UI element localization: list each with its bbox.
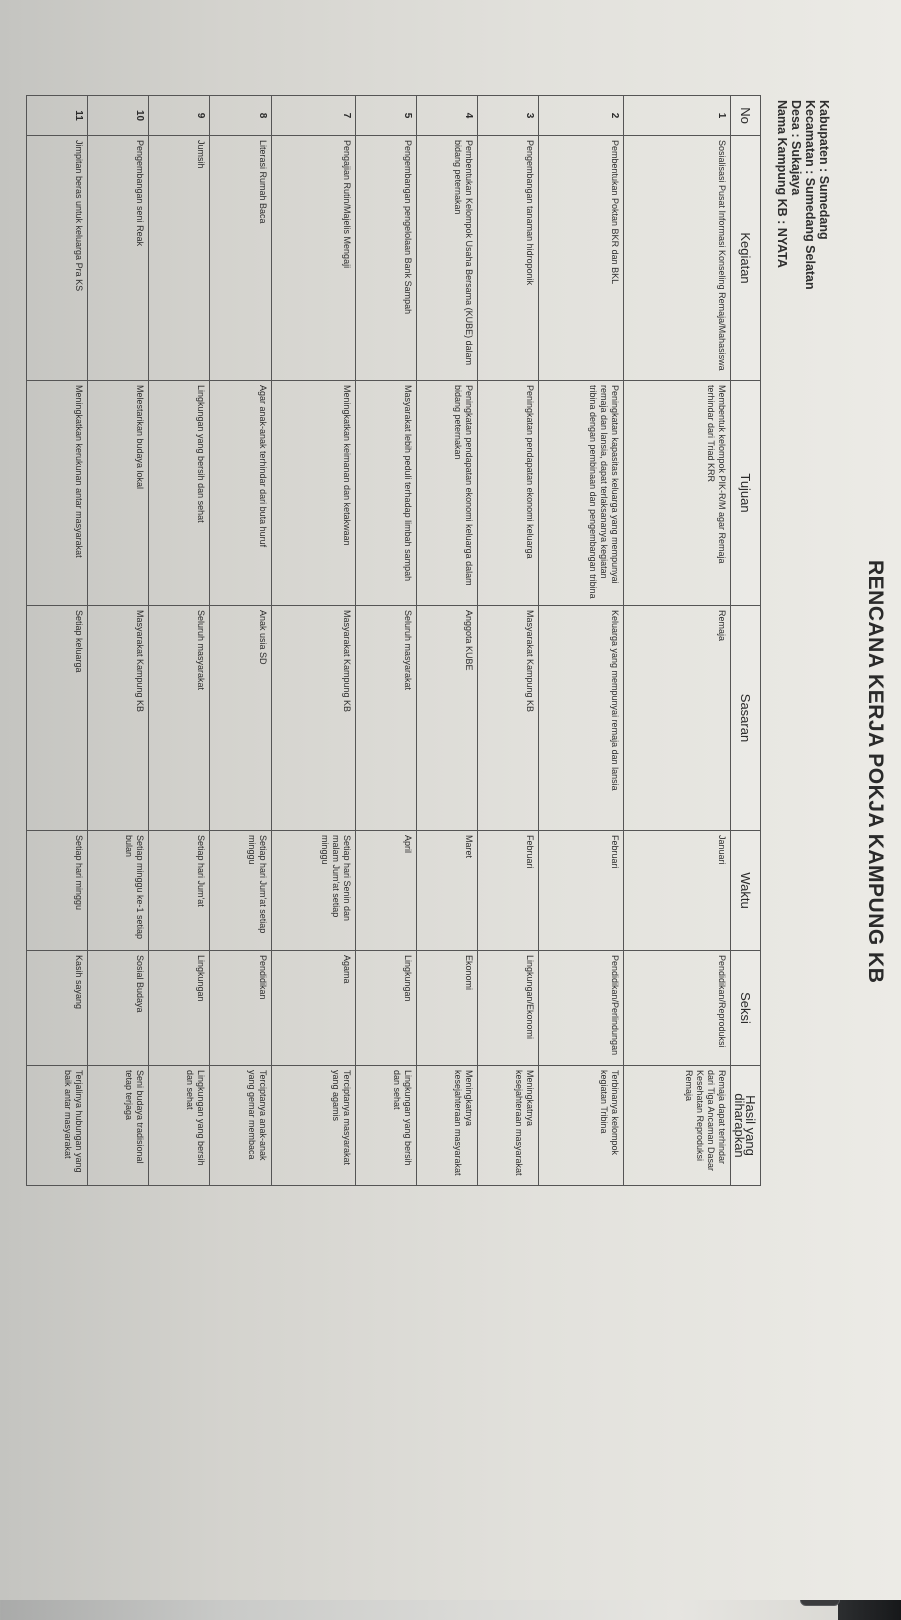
cell-seksi: Ekonomi: [416, 951, 477, 1066]
cell-hasil: Meningkatnya kesejahteraan masyarakat: [416, 1066, 477, 1186]
cell-hasil: Terbinanya kelompok kegiatan Tribina: [539, 1066, 623, 1186]
cell-tujuan: Peningkatan kapasitas keluarga yang mempunyai remaja dan lansia, dapat terlaksananya kegiatan tribina dengan pembinaan dan pengembangan tribina: [539, 381, 623, 606]
table-header-row: [731, 96, 761, 1186]
cell-hasil: Lingkungan yang bersih dan sehat: [149, 1066, 210, 1186]
table-row: [539, 96, 623, 1186]
document-meta: [775, 100, 831, 290]
cell-kegiatan: Sosialisasi Pusat Informasi Konseling Remaja/Mahasiswa: [623, 136, 730, 381]
col-header-kegiatan: Kegiatan: [731, 136, 761, 381]
cell-sasaran: Masyarakat Kampung KB: [478, 606, 539, 831]
meta-kampung: Nama Kampung KB : NYATA: [775, 100, 789, 268]
cell-sasaran: Masyarakat Kampung KB: [88, 606, 149, 831]
cell-seksi: Lingkungan: [355, 951, 416, 1066]
cell-seksi: Sosial Budaya: [88, 951, 149, 1066]
cell-hasil: Seni budaya tradisional tetap terjaga: [88, 1066, 149, 1186]
cell-seksi: Kasih sayang: [27, 951, 88, 1066]
cell-seksi: Lingkungan: [149, 951, 210, 1066]
table-row: [88, 96, 149, 1186]
cell-waktu: Februari: [539, 831, 623, 951]
cell-tujuan: Peningkatan pendapatan ekonomi keluarga: [478, 381, 539, 606]
cell-waktu: Setiap hari Jum'at setiap minggu: [210, 831, 271, 951]
cell-no: 3: [478, 96, 539, 136]
cell-sasaran: Seluruh masyarakat: [355, 606, 416, 831]
cell-no: 5: [355, 96, 416, 136]
table-row: [210, 96, 271, 1186]
cell-kegiatan: Pembentukan Poktan BKR dan BKL: [539, 136, 623, 381]
cell-tujuan: Agar anak-anak terhindar dari buta huruf: [210, 381, 271, 606]
table-row: [271, 96, 355, 1186]
cell-waktu: Setiap hari minggu: [27, 831, 88, 951]
cell-kegiatan: Pengajian Rutin/Majelis Mengaji: [271, 136, 355, 381]
cell-kegiatan: Pengembangan pengelolaan Bank Sampah: [355, 136, 416, 381]
col-header-waktu: Waktu: [731, 831, 761, 951]
cell-waktu: Setiap hari Senin dan malam Jum'at setiap minggu: [271, 831, 355, 951]
cell-no: 7: [271, 96, 355, 136]
cell-waktu: Februari: [478, 831, 539, 951]
cell-kegiatan: Pengembangan seni Reak: [88, 136, 149, 381]
cell-kegiatan: Pembentukan Kelompok Usaha Bersama (KUBE) dalam bidang peternakan: [416, 136, 477, 381]
cell-sasaran: Anak usia SD: [210, 606, 271, 831]
cell-sasaran: Masyarakat Kampung KB: [271, 606, 355, 831]
col-header-hasil: Hasil yang diharapkan: [731, 1066, 761, 1186]
cell-no: 2: [539, 96, 623, 136]
cell-no: 9: [149, 96, 210, 136]
document-title: RENCANA KERJA POKJA KAMPUNG KB: [864, 560, 887, 984]
col-header-seksi: Seksi: [731, 951, 761, 1066]
cell-tujuan: Lingkungan yang bersih dan sehat: [149, 381, 210, 606]
cell-waktu: Setiap minggu ke-1 setiap bulan: [88, 831, 149, 951]
cell-hasil: Terciptanya masyarakat yang agamis: [271, 1066, 355, 1186]
cell-tujuan: Membentuk kelompok PIK-R/M agar Remaja terhindar dari Triad KRR: [623, 381, 730, 606]
cell-hasil: Meningkatnya kesejahteraan masyarakat: [478, 1066, 539, 1186]
cell-kegiatan: Jimpitan beras untuk keluarga Pra KS: [27, 136, 88, 381]
cell-sasaran: Anggota KUBE: [416, 606, 477, 831]
meta-kabupaten: Kabupaten : Sumedang: [817, 100, 831, 240]
cell-sasaran: Remaja: [623, 606, 730, 831]
table-row: [27, 96, 88, 1186]
table-row: [623, 96, 730, 1186]
table-row: [416, 96, 477, 1186]
cell-seksi: Pendidikan: [210, 951, 271, 1066]
cell-hasil: Terjalinya hubungan yang baik antar masyarakat: [27, 1066, 88, 1186]
cell-waktu: Januari: [623, 831, 730, 951]
cell-seksi: Pendidikan/Reproduksi: [623, 951, 730, 1066]
cell-tujuan: Peningkatan pendapatan ekonomi keluarga dalam bidang peternakan: [416, 381, 477, 606]
table-row: [149, 96, 210, 1186]
meta-desa: Desa : Sukajaya: [789, 100, 803, 196]
cell-tujuan: Meningkatkan keimanan dan ketakwaan: [271, 381, 355, 606]
meta-kecamatan: Kecamatan : Sumedang Selatan: [803, 100, 817, 290]
cell-hasil: Remaja dapat terhindar dari Tiga Ancaman Dasar Kesehatan Reproduksi Remaja: [623, 1066, 730, 1186]
cell-tujuan: Meningkatkan kerukunan antar masyarakat: [27, 381, 88, 606]
cell-kegiatan: Pengembangan tanaman hidroponik: [478, 136, 539, 381]
cell-seksi: Agama: [271, 951, 355, 1066]
cell-no: 10: [88, 96, 149, 136]
cell-hasil: Lingkungan yang bersih dan sehat: [355, 1066, 416, 1186]
cell-no: 1: [623, 96, 730, 136]
cell-sasaran: Setiap keluarga: [27, 606, 88, 831]
col-header-tujuan: Tujuan: [731, 381, 761, 606]
cell-seksi: Pendidikan/Perlindungan: [539, 951, 623, 1066]
cell-sasaran: Keluarga yang mempunyai remaja dan lansia: [539, 606, 623, 831]
cell-hasil: Terciptanya anak-anak yang gemar membaca: [210, 1066, 271, 1186]
table-row: [355, 96, 416, 1186]
cell-sasaran: Seluruh masyarakat: [149, 606, 210, 831]
col-header-sasaran: Sasaran: [731, 606, 761, 831]
cell-no: 8: [210, 96, 271, 136]
cell-tujuan: Masyarakat lebih peduli terhadap limbah sampah: [355, 381, 416, 606]
cell-waktu: April: [355, 831, 416, 951]
col-header-no: No: [731, 96, 761, 136]
cell-waktu: Maret: [416, 831, 477, 951]
cell-no: 11: [27, 96, 88, 136]
cell-kegiatan: Literasi Rumah Baca: [210, 136, 271, 381]
table-row: [478, 96, 539, 1186]
cell-no: 4: [416, 96, 477, 136]
work-plan-table: [26, 95, 761, 1186]
cell-waktu: Setiap hari Jum'at: [149, 831, 210, 951]
table-body: [27, 96, 731, 1186]
cell-tujuan: Melestarikan budaya lokal: [88, 381, 149, 606]
cell-seksi: Lingkungan/Ekonomi: [478, 951, 539, 1066]
cell-kegiatan: Jumsih: [149, 136, 210, 381]
